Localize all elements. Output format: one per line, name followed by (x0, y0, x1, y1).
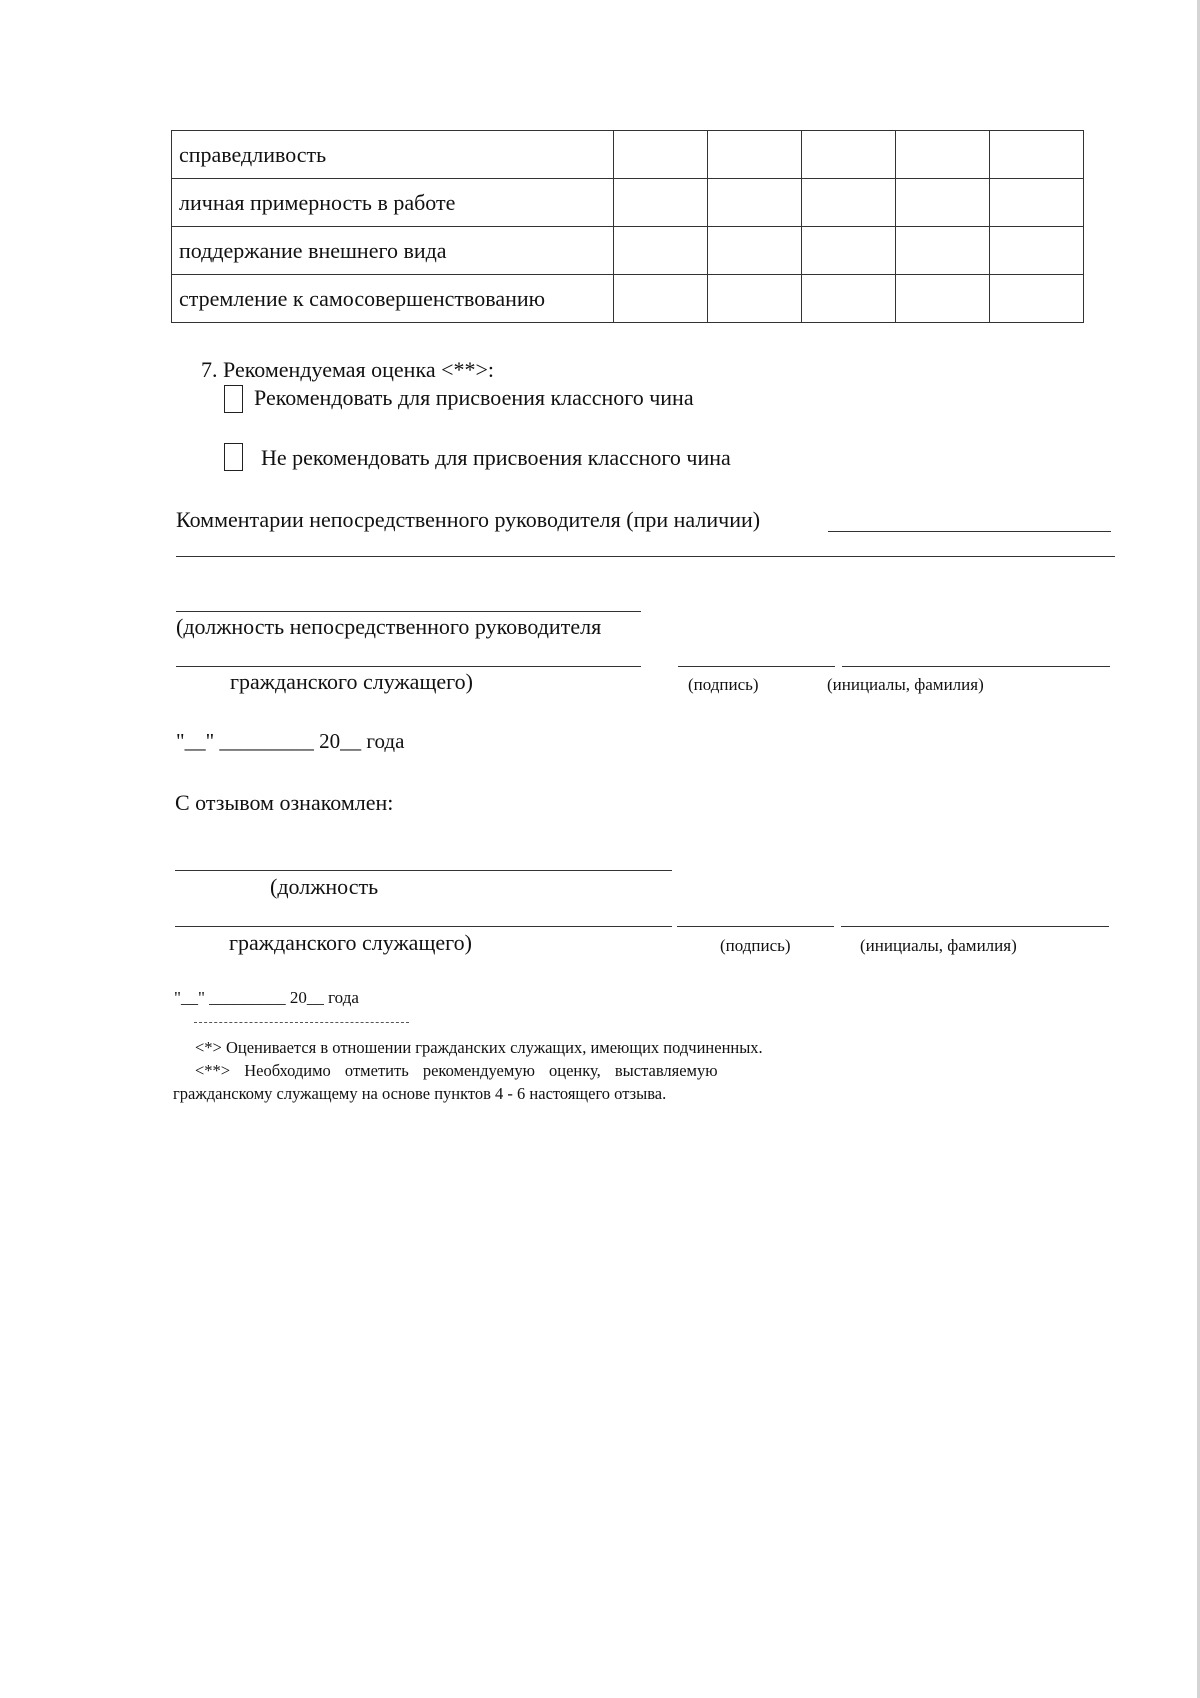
score-cell[interactable] (802, 227, 896, 275)
manager-date: "__" _________ 20__ года (176, 729, 405, 753)
score-cell[interactable] (896, 131, 990, 179)
score-cell[interactable] (896, 179, 990, 227)
manager-name-caption: (инициалы, фамилия) (827, 675, 984, 694)
criteria-row (172, 179, 1084, 227)
score-cell[interactable] (990, 275, 1084, 323)
comments-label: Комментарии непосредственного руководителя (при наличии) (176, 507, 761, 532)
recommend-checkbox[interactable] (224, 385, 243, 413)
criteria-label: справедливость (172, 131, 614, 179)
score-cell[interactable] (990, 179, 1084, 227)
score-cell[interactable] (614, 131, 708, 179)
comments-line-2[interactable] (176, 556, 1115, 557)
criteria-row (172, 227, 1084, 275)
acquainted-label: С отзывом ознакомлен: (175, 790, 394, 815)
employee-position-label-2: гражданского служащего) (229, 930, 472, 955)
section-7-title: 7. Рекомендуемая оценка <**>: (201, 357, 495, 382)
score-cell[interactable] (708, 179, 802, 227)
manager-name-line[interactable] (842, 666, 1110, 667)
criteria-label: личная примерность в работе (172, 179, 614, 227)
footnote-2-line-1: <**> Необходимо отметить рекомендуемую оценку, выставляемую (195, 1061, 718, 1080)
criteria-row (172, 275, 1084, 323)
manager-position-line-top[interactable] (176, 611, 641, 612)
footnote-separator (194, 1022, 409, 1023)
recommend-label: Рекомендовать для присвоения классного чина (254, 385, 694, 410)
employee-position-label-1: (должность (270, 874, 379, 899)
manager-position-line[interactable] (176, 666, 641, 667)
manager-signature-line[interactable] (678, 666, 835, 667)
employee-position-line[interactable] (175, 926, 672, 927)
score-cell[interactable] (614, 227, 708, 275)
manager-position-label-1: (должность непосредственного руководителя (176, 614, 602, 639)
employee-signature-caption: (подпись) (720, 936, 791, 955)
score-cell[interactable] (896, 227, 990, 275)
footnote-2-line-2: гражданскому служащему на основе пунктов 4 - 6 настоящего отзыва. (173, 1084, 667, 1103)
criteria-table (171, 130, 1084, 323)
score-cell[interactable] (990, 131, 1084, 179)
criteria-row (172, 131, 1084, 179)
footnote-1: <*> Оценивается в отношении гражданских служащих, имеющих подчиненных. (195, 1038, 763, 1057)
score-cell[interactable] (614, 275, 708, 323)
manager-position-label-2: гражданского служащего) (230, 669, 473, 694)
manager-signature-caption: (подпись) (688, 675, 759, 694)
employee-date: "__" _________ 20__ года (174, 988, 359, 1007)
score-cell[interactable] (802, 275, 896, 323)
score-cell[interactable] (708, 275, 802, 323)
score-cell[interactable] (708, 131, 802, 179)
score-cell[interactable] (614, 179, 708, 227)
employee-signature-line[interactable] (677, 926, 834, 927)
employee-position-line-top[interactable] (175, 870, 672, 871)
score-cell[interactable] (990, 227, 1084, 275)
score-cell[interactable] (802, 131, 896, 179)
score-cell[interactable] (896, 275, 990, 323)
not-recommend-checkbox[interactable] (224, 443, 243, 471)
criteria-label: поддержание внешнего вида (172, 227, 614, 275)
employee-name-line[interactable] (841, 926, 1109, 927)
score-cell[interactable] (802, 179, 896, 227)
criteria-label: стремление к самосовершенствованию (172, 275, 614, 323)
not-recommend-label: Не рекомендовать для присвоения классного чина (261, 445, 731, 470)
employee-name-caption: (инициалы, фамилия) (860, 936, 1017, 955)
score-cell[interactable] (708, 227, 802, 275)
comments-line-1[interactable] (828, 531, 1111, 532)
